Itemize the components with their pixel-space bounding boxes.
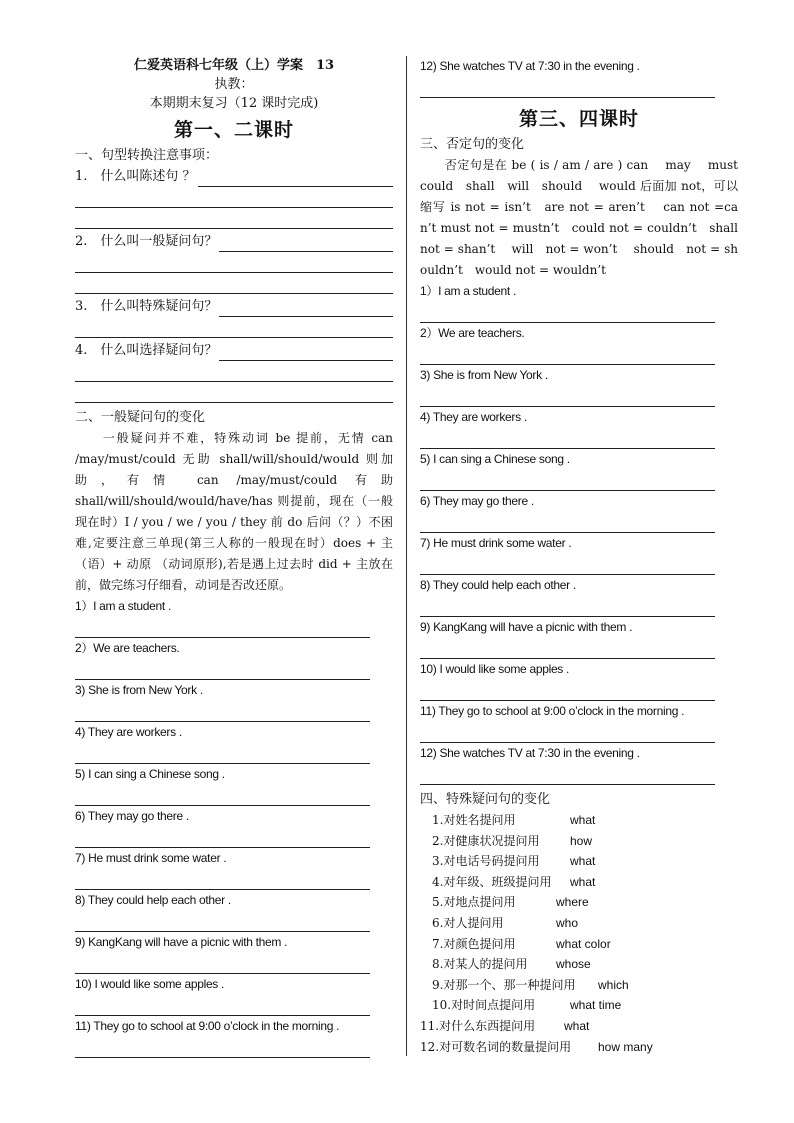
exercise-sentence: 10) I would like some apples . <box>420 662 570 676</box>
question-word-item <box>420 975 738 996</box>
question-word-label: 4.对年级、班级提问用 <box>420 874 552 889</box>
exercise-sentence: 4) They are workers . <box>420 410 527 424</box>
exercise-item <box>420 575 715 617</box>
answer-line[interactable] <box>420 638 715 659</box>
question-word: who <box>556 915 579 930</box>
question-word: where <box>556 895 589 910</box>
question-word-list <box>420 810 738 1057</box>
exercise-item <box>75 890 370 932</box>
question-word-item <box>420 995 738 1016</box>
answer-line[interactable] <box>420 470 715 491</box>
question-word-label: 12.对可数名词的数量提问用 <box>420 1039 572 1054</box>
column-divider <box>406 56 407 1056</box>
carry-over-sentence: 12) She watches TV at 7:30 in the evening . <box>420 59 640 73</box>
answer-line[interactable] <box>420 344 715 365</box>
exercise-sentence: 6) They may go there . <box>75 809 189 823</box>
question-text: 4. 什么叫选择疑问句？ <box>75 343 218 358</box>
question-word: what <box>570 874 596 889</box>
exercise-item <box>75 722 370 764</box>
exercise-item <box>420 323 715 365</box>
exercise-item <box>420 407 715 449</box>
exercise-item <box>75 848 370 890</box>
question-word: whose <box>556 957 591 972</box>
exercise-item <box>420 533 715 575</box>
exercise-item <box>420 701 715 743</box>
exercise-item <box>75 806 370 848</box>
section-3-paragraph: 否定句是在 be ( is / am / are ) can may must could shall will should would 后面加 not，可以缩写 is not = isn’t are not = aren’t can not =can’t must not = mustn’t could not = couldn’t shall not = shan’t will not = won’t should not = shouldn’t would not = wouldn’t <box>420 158 738 277</box>
answer-line[interactable] <box>75 827 370 848</box>
exercise-item <box>75 638 370 680</box>
answer-line[interactable] <box>420 512 715 533</box>
left-column <box>75 56 393 1058</box>
answer-blank[interactable] <box>219 236 393 252</box>
question-word: which <box>598 977 629 992</box>
teacher-label: 执教： <box>214 77 254 92</box>
answer-line[interactable] <box>420 77 715 98</box>
question-block-4 <box>75 340 393 403</box>
lesson-title-1-2: 第一、二课时 <box>173 119 294 141</box>
exercise-item <box>420 365 715 407</box>
section-2-heading: 二、一般疑问句的变化 <box>75 410 206 425</box>
answer-blank[interactable] <box>219 345 393 361</box>
question-word-item <box>420 954 738 975</box>
exercise-sentence: 11) They go to school at 9:00 o’clock in the morning . <box>420 704 685 718</box>
exercise-sentence: 3) She is from New York . <box>420 368 548 382</box>
question-word-label: 7.对颜色提问用 <box>420 936 516 951</box>
question-word-label: 8.对某人的提问用 <box>420 957 528 972</box>
exercise-sentence: 5) I can sing a Chinese song . <box>420 452 570 466</box>
answer-line[interactable] <box>420 302 715 323</box>
answer-line[interactable] <box>75 273 393 294</box>
exercise-item <box>420 491 715 533</box>
question-word-label: 5.对地点提问用 <box>420 895 516 910</box>
exercise-item <box>75 764 370 806</box>
exercise-item <box>420 281 715 323</box>
exercise-sentence: 9) KangKang will have a picnic with them . <box>75 935 288 949</box>
question-word-item <box>420 1016 738 1037</box>
section-2-paragraph: 一般疑问并不难，特殊动词 be 提前，无情 can /may/must/could 无助 shall/will/should/would 则加助，有情 can /may/must/could 有助 shall/will/should/would/have/has 则提前，现在（一般现在时）I / you / we / you / they 前 do 后问（？）不困难,定要注意三单现(第三人称的一般现在时）does + 主（语）+ 动原 （动词原形),若是遇上过去时 did + 主放在前，做完练习仔细看，动词是否改还原。 <box>75 431 393 592</box>
exercise-sentence: 10) I would like some apples . <box>75 977 225 991</box>
question-word-item <box>420 913 738 934</box>
section-1-heading: 一、句型转换注意事项： <box>75 148 219 163</box>
answer-line[interactable] <box>75 208 393 229</box>
exercise-sentence: 2）We are teachers. <box>75 641 180 655</box>
question-text: 3. 什么叫特殊疑问句？ <box>75 299 218 314</box>
exercise-item <box>420 743 715 785</box>
exercise-item <box>75 1016 370 1058</box>
answer-line[interactable] <box>75 1037 370 1058</box>
question-block-1 <box>75 166 393 229</box>
exercise-item <box>420 617 715 659</box>
exercise-sentence: 5) I can sing a Chinese song . <box>75 767 225 781</box>
question-word-item <box>420 831 738 852</box>
question-word: how <box>570 833 593 848</box>
question-word: how many <box>598 1039 653 1054</box>
question-word-item <box>420 851 738 872</box>
question-word-item <box>420 872 738 893</box>
answer-blank[interactable] <box>198 171 393 187</box>
answer-line[interactable] <box>75 252 393 273</box>
exercise-item <box>75 932 370 974</box>
exercise-sentence: 8) They could help each other . <box>420 578 576 592</box>
section-3-heading: 三、否定句的变化 <box>420 137 525 152</box>
answer-line[interactable] <box>420 722 715 743</box>
question-word-item <box>420 810 738 831</box>
answer-line[interactable] <box>420 764 715 785</box>
question-word-label: 11.对什么东西提问用 <box>420 1018 536 1033</box>
question-word: what <box>570 813 596 827</box>
question-word-label: 6.对人提问用 <box>420 915 504 930</box>
exercise-item <box>75 596 370 638</box>
question-word-item <box>420 1037 738 1058</box>
question-text: 1. 什么叫陈述句 ？ <box>75 169 196 184</box>
exercise-sentence: 2）We are teachers. <box>420 326 525 340</box>
right-exercise-list <box>420 281 715 785</box>
review-subtitle: 本期期末复习（12 课时完成) <box>149 96 319 111</box>
question-block-2 <box>75 231 393 294</box>
answer-line[interactable] <box>75 743 370 764</box>
answer-line[interactable] <box>75 382 393 403</box>
exercise-sentence: 3) She is from New York . <box>75 683 203 697</box>
answer-line[interactable] <box>75 361 393 382</box>
answer-line[interactable] <box>75 187 393 208</box>
question-word: what color <box>556 936 611 951</box>
answer-line[interactable] <box>75 617 370 638</box>
question-word-label: 2.对健康状况提问用 <box>420 833 540 848</box>
question-word: what <box>564 1018 590 1033</box>
right-column <box>420 56 738 1057</box>
left-exercise-list <box>75 596 370 1058</box>
answer-line[interactable] <box>420 680 715 701</box>
exercise-sentence: 9) KangKang will have a picnic with them . <box>420 620 633 634</box>
exercise-sentence: 1）I am a student . <box>420 284 516 298</box>
exercise-sentence: 7) He must drink some water . <box>75 851 227 865</box>
answer-line[interactable] <box>75 911 370 932</box>
exercise-sentence: 1）I am a student . <box>75 599 171 613</box>
answer-blank[interactable] <box>219 301 393 317</box>
answer-line[interactable] <box>75 995 370 1016</box>
question-word: what <box>570 854 596 869</box>
exercise-sentence: 12) She watches TV at 7:30 in the evening . <box>420 746 640 760</box>
question-text: 2. 什么叫一般疑问句？ <box>75 234 218 249</box>
question-block-3 <box>75 296 393 338</box>
question-word: what time <box>570 998 622 1013</box>
answer-line[interactable] <box>420 596 715 617</box>
exercise-item <box>75 974 370 1016</box>
answer-line[interactable] <box>75 317 393 338</box>
answer-line[interactable] <box>75 869 370 890</box>
section-4-heading: 四、特殊疑问句的变化 <box>420 792 551 807</box>
exercise-sentence: 11) They go to school at 9:00 o’clock in the morning . <box>75 1019 340 1033</box>
exercise-item <box>420 449 715 491</box>
exercise-sentence: 4) They are workers . <box>75 725 182 739</box>
question-word-label: 10.对时间点提问用 <box>420 998 536 1013</box>
lesson-title-3-4: 第三、四课时 <box>518 108 639 130</box>
answer-line[interactable] <box>420 428 715 449</box>
question-word-label: 3.对电话号码提问用 <box>420 854 540 869</box>
answer-line[interactable] <box>420 386 715 407</box>
document-title: 仁爱英语科七年级（上）学案 13 <box>133 58 335 73</box>
answer-line[interactable] <box>75 785 370 806</box>
question-word-label: 9.对那一个、那一种提问用 <box>420 977 576 992</box>
answer-line[interactable] <box>420 554 715 575</box>
exercise-sentence: 8) They could help each other . <box>75 893 231 907</box>
question-word-item <box>420 934 738 955</box>
answer-line[interactable] <box>75 701 370 722</box>
answer-line[interactable] <box>75 659 370 680</box>
question-word-item <box>420 892 738 913</box>
exercise-item <box>420 659 715 701</box>
exercise-sentence: 7) He must drink some water . <box>420 536 572 550</box>
exercise-sentence: 6) They may go there . <box>420 494 534 508</box>
exercise-item <box>75 680 370 722</box>
question-word-label: 1.对姓名提问用 <box>420 813 516 827</box>
answer-line[interactable] <box>75 953 370 974</box>
